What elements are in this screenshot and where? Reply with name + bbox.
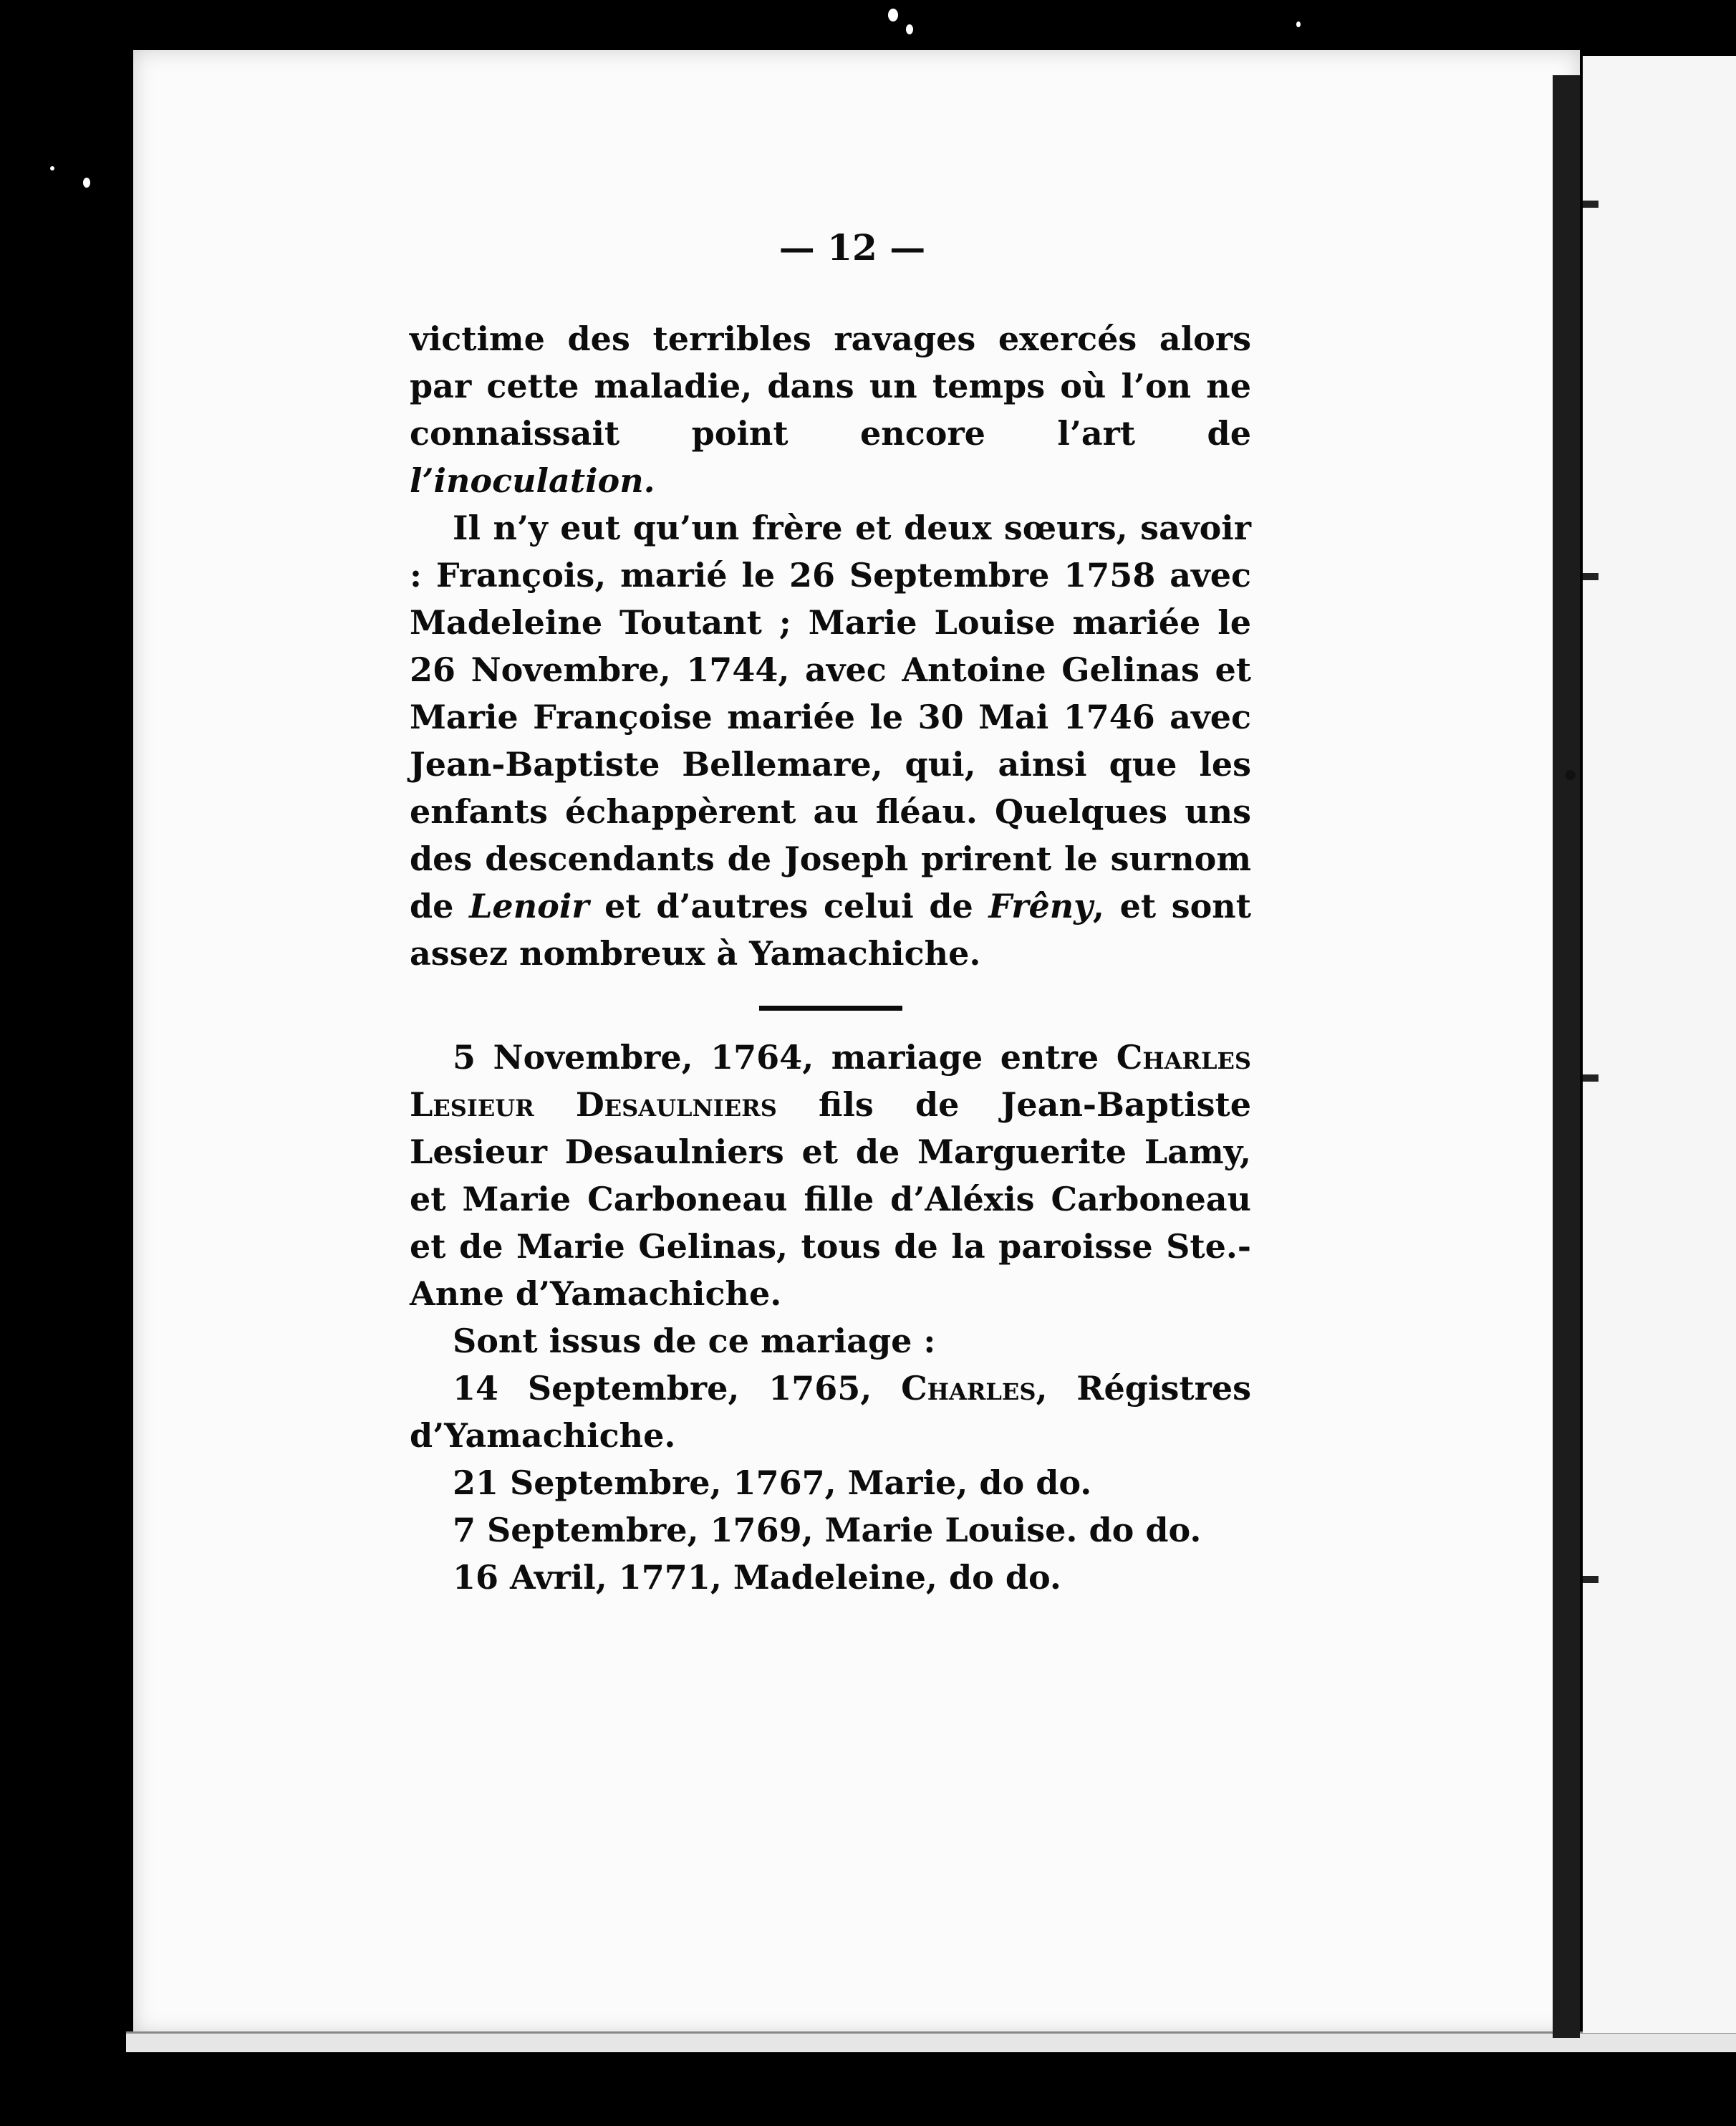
child-entry: 21 Septembre, 1767, Marie, do do. xyxy=(453,1463,1092,1502)
spine-mark xyxy=(1583,1074,1598,1082)
facing-page xyxy=(1583,56,1736,2033)
paragraph-text: , et sont assez nombreux à Yamachiche. xyxy=(410,887,1251,973)
child-name: Charles xyxy=(901,1369,1036,1408)
spine-mark xyxy=(1583,201,1598,208)
child-entry: 16 Avril, 1771, Madeleine, do do. xyxy=(453,1558,1061,1597)
italic-term: l’inoculation. xyxy=(410,461,655,500)
scan-speck xyxy=(906,24,913,34)
section-divider xyxy=(759,1006,902,1011)
facing-page-mark: • xyxy=(1561,759,1580,793)
child-source: , Régistres d’Yamachiche. xyxy=(410,1369,1251,1455)
paragraph-inoculation xyxy=(410,315,1251,504)
surname-freny: Frêny xyxy=(988,887,1093,925)
paragraph-siblings xyxy=(410,504,1251,977)
page-number: — 12 — xyxy=(778,226,926,269)
paragraph-text: Il n’y eut qu’un frère et deux sœurs, savoir : François, marié le 26 Septembre 1758 avec Madeleine Toutant ; Marie Louise mariée le 26 Novembre, 1744, avec Antoine Gelinas et Marie Françoise mariée le 30 Mai 1746 avec Jean-Baptiste Bellemare, qui, ainsi que les enfants échappèrent au fléau. Quelques uns des descendants de Joseph prirent le surnom de xyxy=(410,509,1251,925)
book-spine xyxy=(1553,75,1580,2038)
scan-speck xyxy=(888,9,898,21)
paragraph-text: 5 Novembre, 1764, mariage entre xyxy=(453,1038,1117,1077)
scan-speck xyxy=(50,166,54,170)
child-date: 14 Septembre, 1765, xyxy=(453,1369,902,1408)
paragraph-text: victime des terribles ravages exercés alors par cette maladie, dans un temps où l’on ne connaissait point encore l’art de xyxy=(410,319,1251,453)
paragraph-text: et d’autres celui de xyxy=(589,887,989,925)
child-entry xyxy=(410,1365,1251,1459)
page-text xyxy=(410,315,1251,1601)
paragraph-marriage xyxy=(410,1034,1251,1317)
child-entry: 7 Septembre, 1769, Marie Louise. do do. xyxy=(453,1511,1202,1549)
groom-name: Charles Lesieur Desaulniers xyxy=(410,1038,1251,1124)
scan-speck xyxy=(1296,21,1301,27)
page-bottom-edge xyxy=(126,2031,1736,2052)
spine-mark xyxy=(1583,573,1598,580)
spine-mark xyxy=(1583,1576,1598,1583)
paragraph-text: fils de Jean-Baptiste Lesieur Desaulniers et de Marguerite Lamy, et Marie Carboneau fille d’Aléxis Carboneau et de Marie Gelinas, tous de la paroisse Ste.-Anne d’Yamachiche. xyxy=(410,1085,1251,1313)
children-intro: Sont issus de ce mariage : xyxy=(453,1322,936,1360)
scan-speck xyxy=(83,178,90,188)
surname-lenoir: Lenoir xyxy=(469,887,589,925)
